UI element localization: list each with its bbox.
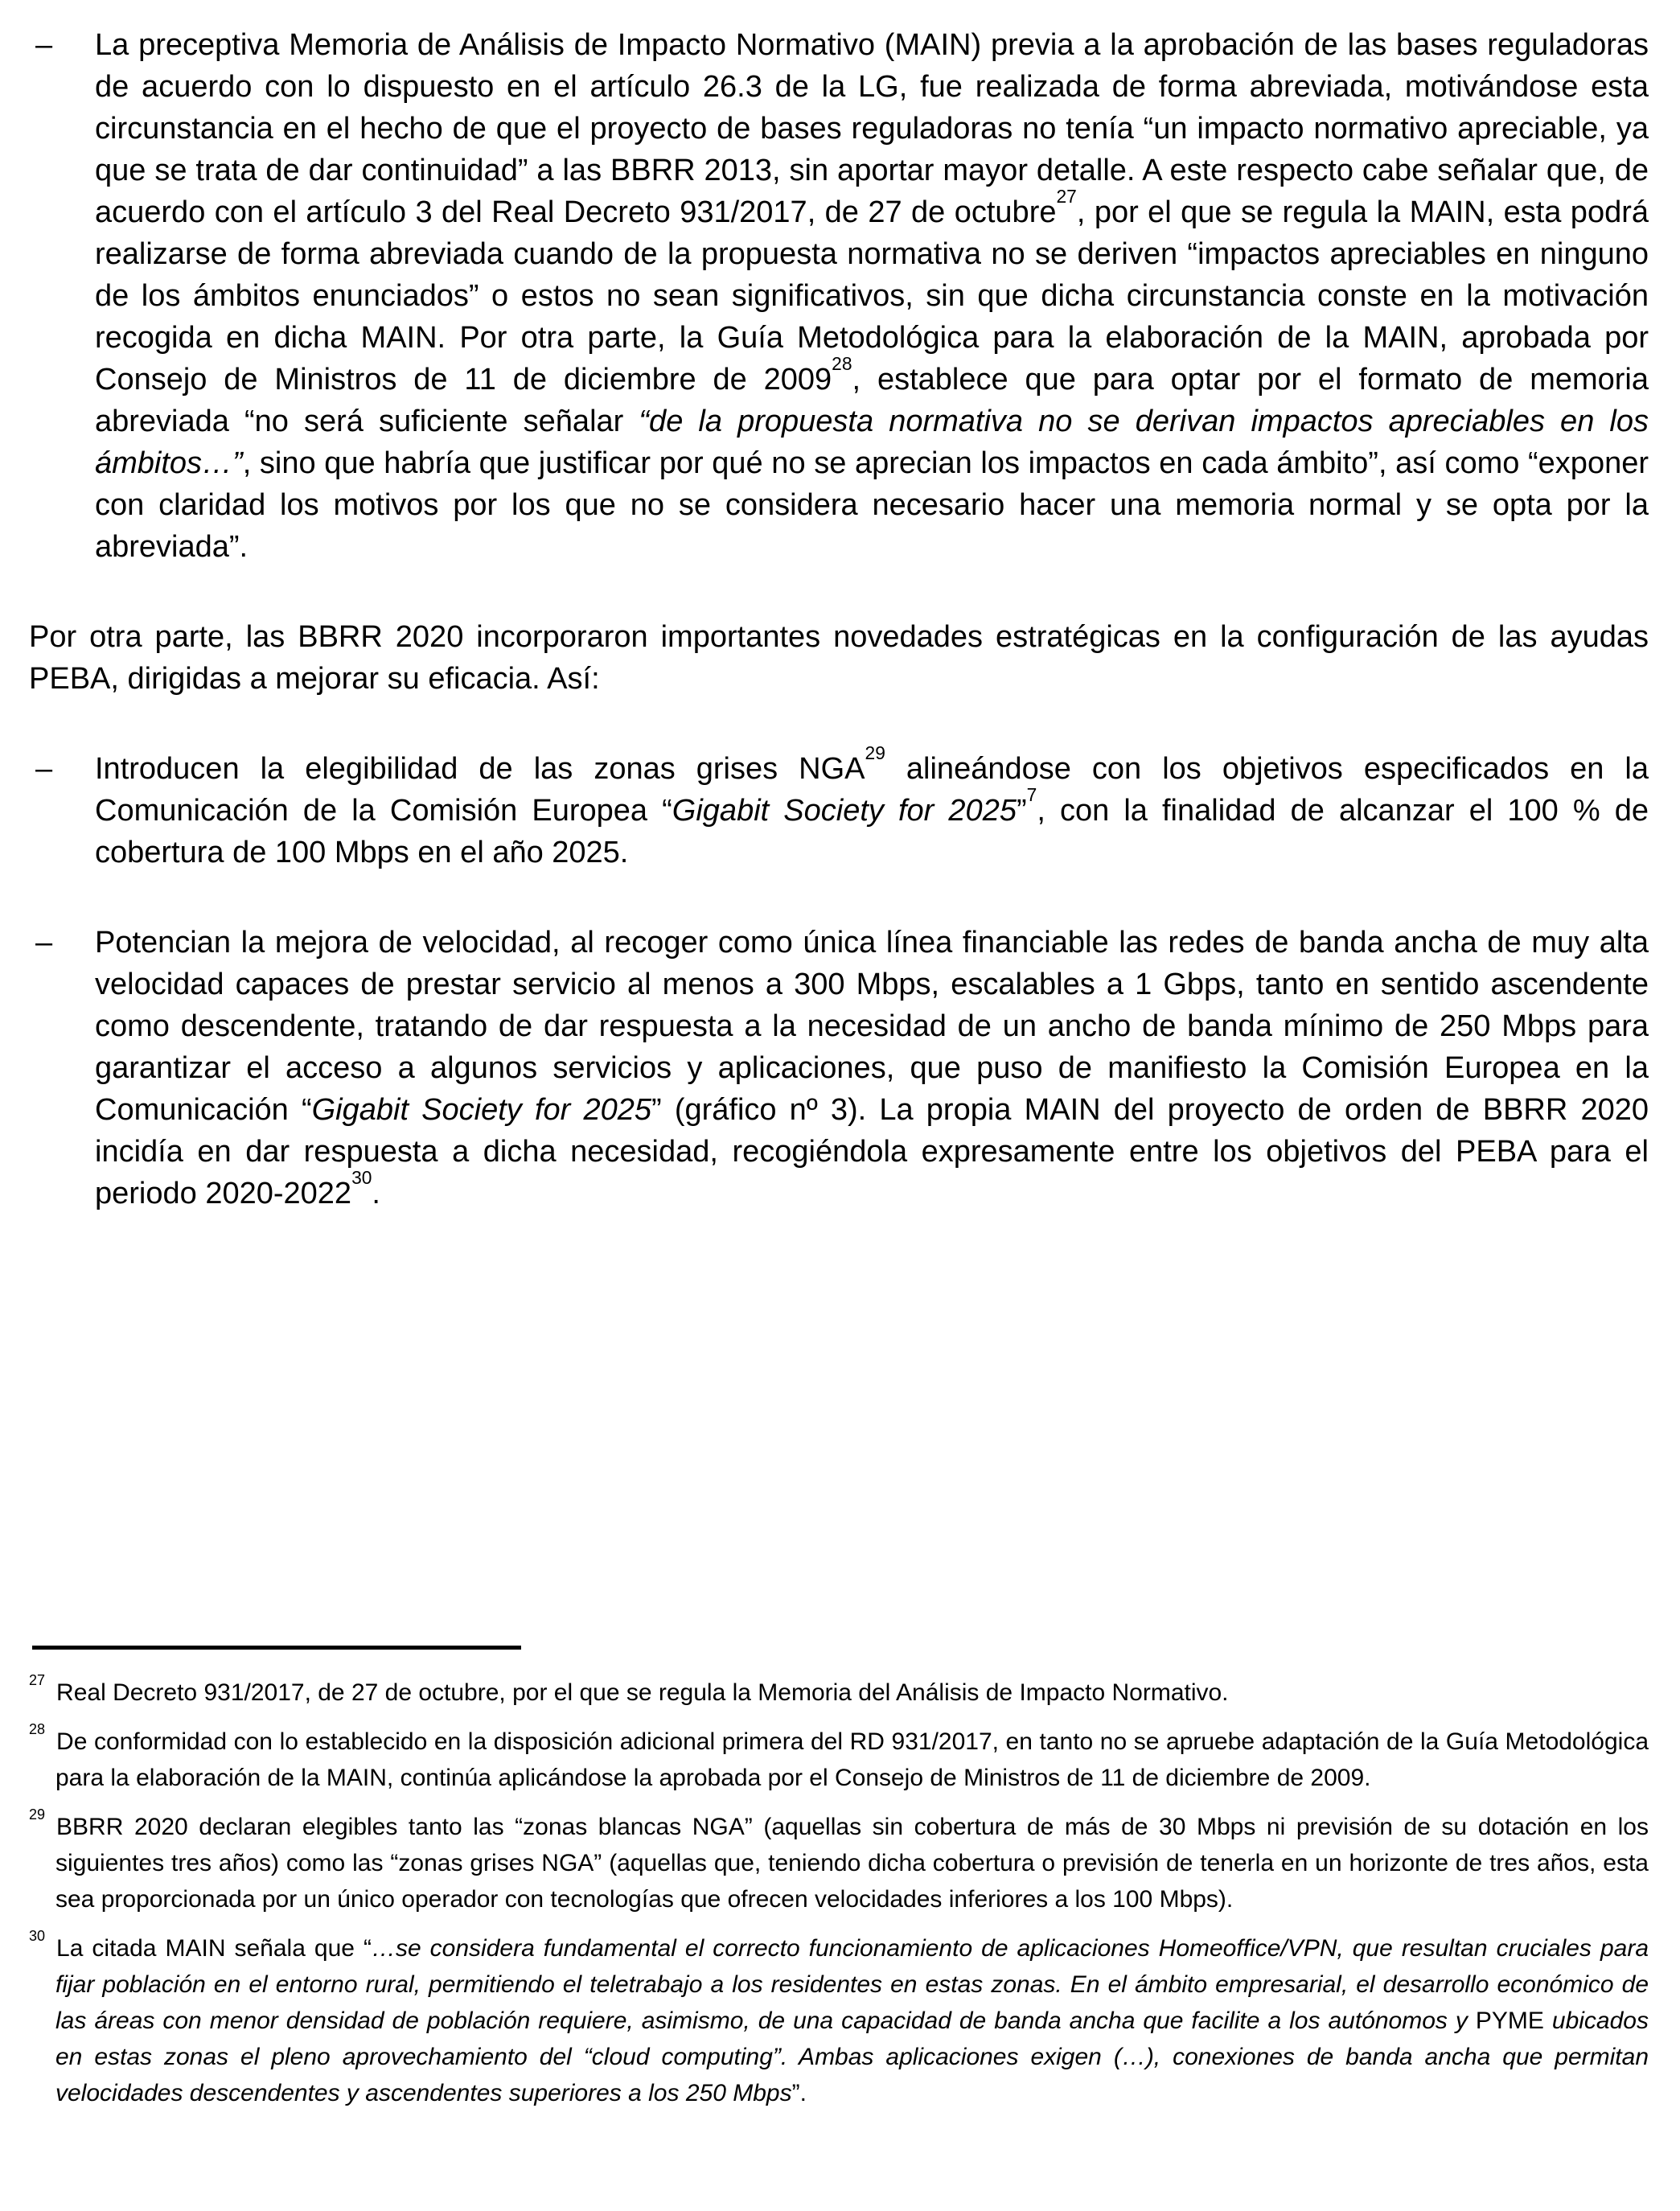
bullet-dash: – [35, 926, 53, 960]
footnote-28 [29, 1720, 1649, 1796]
bullet-text-main: La preceptiva Memoria de Análisis de Impacto Normativo (MAIN) previa a la aprobación de las bases reguladoras de acuerdo con lo dispuesto en el artículo 26.3 de la LG, fue realizada de forma abreviada, motivándose esta circunstancia en el hecho de que el proyecto de bases reguladoras no tenía “un impacto normativo apreciable, ya que se trata de dar continuidad” a las BBRR 2013, sin aportar mayor detalle. A este respecto cabe señalar que, de acuerdo con el artículo 3 del Real Decreto 931/2017, de 27 de octubre$^{27}$, por el que se regula la MAIN, esta podrá realizarse de forma abreviada cuando de la propuesta normativa no se deriven “impactos apreciables en ninguno de los ámbitos enunciados” o estos no sean significativos, sin que dicha circunstancia conste en la motivación recogida en dicha MAIN. Por otra parte, la Guía Metodológica para la elaboración de la MAIN, aprobada por Consejo de Ministros de 11 de diciembre de 2009$^{28}$, establece que para optar por el formato de memoria abreviada “no será suficiente señalar “de la propuesta normativa no se derivan impactos apreciables en los ámbitos…”, sino que habría que justificar por qué no se aprecian los impactos en cada ámbito”, así como “exponer con claridad los motivos por los que no se considera necesario hacer una memoria normal y se opta por la abreviada”. [95, 28, 1649, 564]
bullet-item-velocidad [29, 922, 1649, 1214]
bullet-item-elegibilidad [29, 742, 1649, 873]
bullet-dash: – [35, 752, 53, 786]
footnote-text: De conformidad con lo establecido en la disposición adicional primera del RD 931/2017, en tanto no se apruebe adaptación de la Guía Metodológica para la elaboración de la MAIN, continúa aplicándose la aprobada por el Consejo de Ministros de 11 de diciembre de 2009. [55, 1728, 1649, 1791]
paragraph-intro: Por otra parte, las BBRR 2020 incorporaron importantes novedades estratégicas en la configuración de las ayudas PEBA, dirigidas a mejorar su eficacia. Así: [29, 620, 1649, 696]
footnote-text: La citada MAIN señala que “…se considera fundamental el correcto funcionamiento de aplicaciones Homeoffice/VPN, que resultan cruciales para fijar población en el entorno rural, permitiendo el teletrabajo a los residentes en estas zonas. En el ámbito empresarial, el desarrollo económico de las áreas con menor densidad de población requiere, asimismo, de una capacidad de banda ancha que facilite a los autónomos y PYME ubicados en estas zonas el pleno aprovechamiento del “cloud computing”. Ambas aplicaciones exigen (…), conexiones de banda ancha que permitan velocidades descendentes y ascendentes superiores a los 250 Mbps”. [55, 1935, 1649, 2106]
footnotes-section [29, 1646, 1649, 2111]
footnote-29 [29, 1806, 1649, 1917]
footnote-number: 30 [29, 1927, 46, 1944]
footnote-number: 28 [29, 1720, 46, 1737]
bullet-text-velocidad: Potencian la mejora de velocidad, al recoger como única línea financiable las redes de banda ancha de muy alta velocidad capaces de prestar servicio al menos a 300 Mbps, escalables a 1 Gbps, tanto en sentido ascendente como descendente, tratando de dar respuesta a la necesidad de un ancho de banda mínimo de 250 Mbps para garantizar el acceso a algunos servicios y aplicaciones, que puso de manifiesto la Comisión Europea en la Comunicación “Gigabit Society for 2025” (gráfico nº 3). La propia MAIN del proyecto de orden de BBRR 2020 incidía en dar respuesta a dicha necesidad, recogiéndola expresamente entre los objetivos del PEBA para el periodo 2020-2022$^{30}$. [95, 926, 1649, 1210]
body-content [29, 24, 1649, 1214]
bullet-item-main [29, 24, 1649, 568]
footnote-text: BBRR 2020 declaran elegibles tanto las “zonas blancas NGA” (aquellas sin cobertura de más de 30 Mbps ni previsión de su dotación en los siguientes tres años) como las “zonas grises NGA” (aquellas que, teniendo dicha cobertura o previsión de tenerla en un horizonte de tres años, esta sea proporcionada por un único operador con tecnologías que ofrecen velocidades inferiores a los 100 Mbps). [55, 1814, 1649, 1913]
footnote-30 [29, 1927, 1649, 2111]
footnote-27 [29, 1671, 1649, 1711]
footnote-separator [32, 1646, 521, 1650]
footnote-number: 29 [29, 1806, 46, 1823]
footnote-text: Real Decreto 931/2017, de 27 de octubre, por el que se regula la Memoria del Análisis de Impacto Normativo. [56, 1679, 1229, 1706]
bullet-dash: – [35, 28, 53, 62]
bullet-text-elegibilidad: Introducen la elegibilidad de las zonas grises NGA$^{29}$ alineándose con los objetivos especificados en la Comunicación de la Comisión Europea “Gigabit Society for 2025”$^7$, con la finalidad de alcanzar el 100 % de cobertura de 100 Mbps en el año 2025. [95, 742, 1649, 869]
footnote-number: 27 [29, 1671, 46, 1688]
